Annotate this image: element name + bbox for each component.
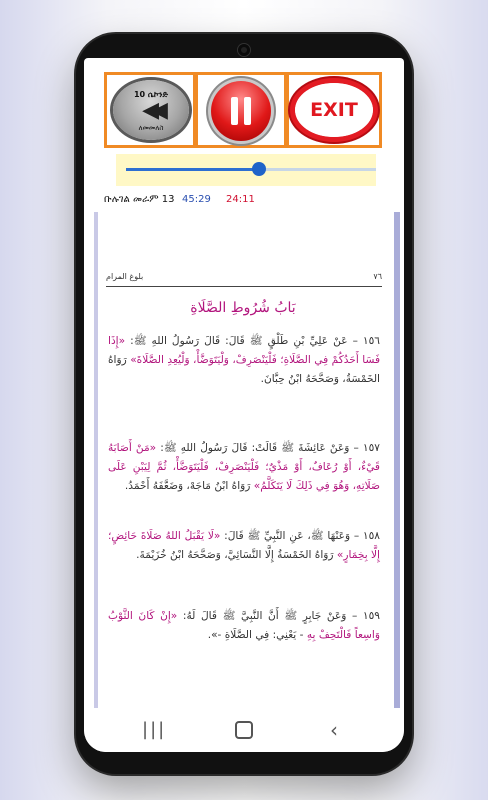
front-camera	[238, 44, 250, 56]
track-info-row	[84, 192, 404, 208]
rewind-label-top: 10 ሴኮንድ	[133, 90, 168, 99]
hadith-matn: «مَنْ أَصَابَهُ قَيْءٌ، أَوْ رُعَافٌ، أَوْ مَذْيٌ؛ فَلْيَنْصَرِفْ، فَلْيَتَوَضَّأْ، ثُمَّ لِيَبْنِ عَلَى صَلَاتِهِ، وَهُوَ فِي ذَلِكَ لَا يَتَكَلَّمُ»	[108, 442, 380, 492]
audio-progress-thumb[interactable]	[252, 162, 266, 176]
rewind-arrows-icon: ◀◀	[142, 98, 160, 123]
exit-icon	[295, 83, 373, 137]
system-nav-bar	[84, 708, 404, 752]
chapter-title: بَابُ شُرُوطِ الصَّلَاةِ	[190, 300, 296, 316]
rewind-10s-button[interactable]	[104, 72, 196, 148]
hadith-156	[108, 332, 380, 389]
hadith-159	[108, 607, 380, 645]
hadith-158	[108, 527, 380, 565]
home-icon[interactable]	[232, 718, 256, 742]
rewind-icon	[113, 80, 189, 140]
hadith-intro: ١٥٦ – عَنْ عَلِيِّ بْنِ طَلْقٍ ﷺ قَالَ: قَالَ رَسُولُ اللهِ ﷺ:	[125, 335, 380, 347]
rewind-label-bottom: ለመመለስ	[138, 124, 164, 132]
hadith-source: رَوَاهُ الخَمْسَةُ، وَصَحَّحَهُ ابْنُ حِبَّانَ.	[108, 354, 380, 385]
exit-label: EXIT	[310, 99, 358, 121]
chapter-label: ቡሉገል መራም 13	[104, 194, 175, 205]
book-page[interactable]	[94, 212, 400, 708]
phone-frame	[76, 34, 412, 774]
pause-bar-left	[231, 97, 238, 125]
hadith-157	[108, 439, 380, 496]
audio-progress-track[interactable]	[126, 168, 376, 171]
hadith-intro: ١٥٨ – وَعَنْهَا ﷺ، عَنِ النَّبِيِّ ﷺ قَالَ:	[220, 530, 380, 542]
hadith-matn: «إِذَا فَسَا أَحَدُكُمْ فِي الصَّلَاةِ؛ فَلْيَنْصَرِفْ، وَلْيَتَوَضَّأْ، وَلْيُعِدِ الصَّلَاةَ»	[108, 335, 381, 366]
page-header	[106, 272, 382, 287]
hadith-matn: «لَا يَقْبَلُ اللهُ صَلَاةَ حَائِضٍ؛ إِلَّا بِخِمَارٍ»	[108, 530, 380, 561]
back-icon[interactable]: ‹	[330, 718, 338, 742]
pause-button[interactable]	[195, 72, 287, 148]
audio-progress-fill	[126, 168, 259, 171]
hadith-source: رَوَاهُ الخَمْسَةُ إِلَّا النَّسَائِيَّ، وَصَحَّحَهُ ابْنُ خُزَيْمَةَ.	[136, 549, 337, 561]
pause-icon	[211, 81, 271, 141]
running-title: بلوغ المرام	[106, 272, 144, 281]
hadith-matn: «إِنْ كَانَ الثَّوْبُ وَاسِعاً فَالْتَحِفْ بِهِ	[108, 610, 380, 641]
hadith-source: رَوَاهُ ابْنُ مَاجَهْ، وَضَعَّفَهُ أَحْمَدُ.	[124, 480, 254, 492]
exit-button[interactable]	[286, 72, 382, 148]
pause-bar-right	[244, 97, 251, 125]
recent-apps-icon[interactable]: |||	[142, 719, 167, 740]
page-number: ٧٦	[373, 272, 382, 281]
elapsed-time: 45:29	[182, 194, 211, 205]
hadith-intro: ١٥٩ – وَعَنْ جَابِرٍ ﷺ أَنَّ النَّبِيَّ ﷺ قَالَ لَهُ:	[177, 610, 380, 622]
audio-progress-panel	[116, 154, 376, 186]
hadith-source: - يَعْنِي: فِي الصَّلَاةِ -».	[207, 629, 307, 641]
app-screen	[84, 58, 404, 752]
hadith-intro: ١٥٧ – وَعَنْ عَائِشَةَ ﷺ قَالَتْ: قَالَ رَسُولُ اللهِ ﷺ:	[156, 442, 380, 454]
total-time: 24:11	[226, 194, 255, 205]
